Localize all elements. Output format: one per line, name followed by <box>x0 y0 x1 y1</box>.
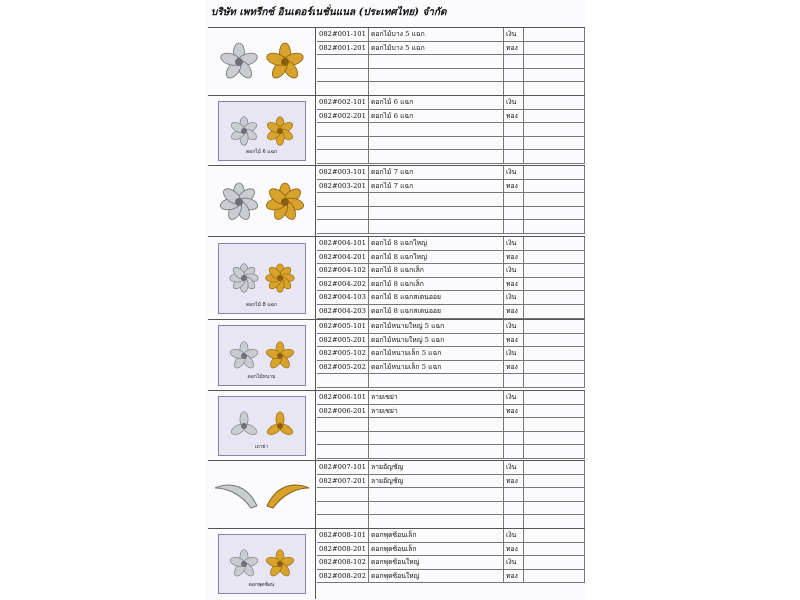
cell-code: 082#004-202 <box>317 278 369 291</box>
catalog-table <box>205 0 585 600</box>
cell-code: 082#001-101 <box>317 28 369 41</box>
leaf-vine-icon <box>265 411 295 441</box>
thorn-flower-icon <box>265 341 295 371</box>
table-row <box>317 237 585 251</box>
cell-name: ดอกพุดซ้อนใหญ่ <box>369 556 504 569</box>
cell-code: 082#005-202 <box>317 361 369 374</box>
table-row <box>317 570 585 584</box>
cell-name: ดอกไม้ 8 แฉกเล็ก <box>369 278 504 291</box>
cell-color: เงิน <box>504 529 524 542</box>
cluster-flower-icon <box>265 549 295 579</box>
curved-horn-icon <box>265 480 311 510</box>
cell-blank <box>524 432 585 445</box>
table-row <box>317 110 585 124</box>
cell-color <box>504 445 524 458</box>
table-row <box>317 193 585 207</box>
table-row <box>317 391 585 405</box>
product-photo <box>218 101 306 160</box>
product-image-cell <box>208 237 316 320</box>
table-row <box>317 251 585 265</box>
cell-code: 082#003-201 <box>317 180 369 193</box>
cell-blank <box>524 220 585 233</box>
cell-color <box>504 488 524 501</box>
thorn-flower-icon <box>229 341 259 371</box>
cell-blank <box>524 110 585 123</box>
cell-name: ดอกไม้หนามเล็ก 5 แฉก <box>369 361 504 374</box>
curved-horn-icon <box>213 480 259 510</box>
table-row <box>317 55 585 69</box>
cell-name: ดอกไม้หนามเล็ก 5 แฉก <box>369 347 504 360</box>
table-row <box>317 137 585 151</box>
five-petal-flower-icon <box>265 42 305 82</box>
cell-code <box>317 445 369 458</box>
cell-blank <box>524 28 585 41</box>
cell-blank <box>524 502 585 515</box>
cell-blank <box>524 237 585 250</box>
product-rows <box>317 320 585 388</box>
table-row <box>317 123 585 137</box>
product-image-cell <box>208 96 316 166</box>
cell-name <box>369 69 504 82</box>
cell-name: ดอกไม้หนามใหญ่ 5 แฉก <box>369 320 504 333</box>
cell-color: ทอง <box>504 570 524 583</box>
cell-color <box>504 69 524 82</box>
cell-name: ดอกไม้ 7 แฉก <box>369 166 504 179</box>
cell-blank <box>524 320 585 333</box>
cell-name <box>369 137 504 150</box>
table-row <box>317 515 585 529</box>
cell-blank <box>524 391 585 404</box>
cell-blank <box>524 488 585 501</box>
product-image-cell <box>208 166 316 237</box>
product-photo <box>218 534 306 593</box>
cell-code <box>317 123 369 136</box>
photo-caption: เถาย่า <box>254 443 269 450</box>
cell-color: เงิน <box>504 96 524 109</box>
table-row <box>317 207 585 221</box>
cell-name: ดอกไม้ 6 แฉก <box>369 110 504 123</box>
cell-code <box>317 207 369 220</box>
cell-code <box>317 137 369 150</box>
cell-name: ดอกไม้ 8 แฉกสเตนออย <box>369 291 504 304</box>
cell-code: 082#002-101 <box>317 96 369 109</box>
table-row <box>317 82 585 96</box>
cell-name <box>369 488 504 501</box>
cell-code <box>317 374 369 387</box>
product-photo <box>218 325 306 385</box>
cell-name: ดอกไม้บาง 5 แฉก <box>369 42 504 55</box>
cell-color: เงิน <box>504 347 524 360</box>
cell-name: ดอกไม้บาง 5 แฉก <box>369 28 504 41</box>
cell-color: ทอง <box>504 361 524 374</box>
cell-name <box>369 123 504 136</box>
cell-color <box>504 515 524 528</box>
cell-name: ดอกไม้หนามใหญ่ 5 แฉก <box>369 334 504 347</box>
cell-name: ดอกไม้ 7 แฉก <box>369 180 504 193</box>
table-row <box>317 28 585 42</box>
photo-caption: ดอกพุดซ้อน <box>248 581 275 588</box>
table-row <box>317 347 585 361</box>
cell-name <box>369 432 504 445</box>
cell-name: ดอกพุดซ้อนเล็ก <box>369 543 504 556</box>
cell-color: ทอง <box>504 334 524 347</box>
cell-name <box>369 207 504 220</box>
table-row <box>317 418 585 432</box>
table-row <box>317 180 585 194</box>
cell-color <box>504 82 524 95</box>
cell-blank <box>524 556 585 569</box>
product-rows <box>317 529 585 583</box>
product-rows <box>317 96 585 164</box>
product-image-cell <box>208 391 316 461</box>
cell-code <box>317 515 369 528</box>
cell-color <box>504 207 524 220</box>
table-row <box>317 320 585 334</box>
table-row <box>317 488 585 502</box>
cell-code: 082#004-101 <box>317 237 369 250</box>
cell-name: ดอกไม้ 8 แฉกเล็ก <box>369 264 504 277</box>
table-row <box>317 361 585 375</box>
product-image-cell <box>208 529 316 599</box>
eight-petal-flower-icon <box>229 263 259 293</box>
cell-color: เงิน <box>504 237 524 250</box>
cell-code: 082#006-101 <box>317 391 369 404</box>
cell-name: ดอกไม้ 8 แฉกใหญ่ <box>369 251 504 264</box>
cell-code: 082#008-202 <box>317 570 369 583</box>
cell-name <box>369 502 504 515</box>
cell-color: ทอง <box>504 405 524 418</box>
cell-color <box>504 55 524 68</box>
table-row <box>317 543 585 557</box>
cell-color <box>504 418 524 431</box>
cell-color: เงิน <box>504 391 524 404</box>
cell-blank <box>524 570 585 583</box>
cell-blank <box>524 291 585 304</box>
product-group <box>208 528 585 599</box>
cell-blank <box>524 305 585 318</box>
cell-color: เงิน <box>504 28 524 41</box>
cell-code: 082#006-201 <box>317 405 369 418</box>
table-row <box>317 278 585 292</box>
cell-name: ดอกไม้ 8 แฉกสเตนออย <box>369 305 504 318</box>
cell-blank <box>524 461 585 474</box>
cell-color: ทอง <box>504 475 524 488</box>
cell-name <box>369 193 504 206</box>
cell-code: 082#002-201 <box>317 110 369 123</box>
cell-name: ลายเซย่า <box>369 391 504 404</box>
cell-code: 082#004-102 <box>317 264 369 277</box>
cell-code: 082#005-201 <box>317 334 369 347</box>
product-image-cell <box>208 461 316 529</box>
table-row <box>317 374 585 388</box>
table-row <box>317 150 585 164</box>
cell-name <box>369 150 504 163</box>
cell-name <box>369 82 504 95</box>
cell-code <box>317 220 369 233</box>
cell-blank <box>524 69 585 82</box>
cell-code: 082#005-101 <box>317 320 369 333</box>
cell-blank <box>524 334 585 347</box>
table-row <box>317 42 585 56</box>
table-row <box>317 166 585 180</box>
table-row <box>317 334 585 348</box>
cell-code <box>317 193 369 206</box>
cell-code <box>317 55 369 68</box>
cell-name: ดอกพุดซ้อนเล็ก <box>369 529 504 542</box>
seven-petal-flower-icon <box>265 182 305 222</box>
table-row <box>317 475 585 489</box>
cell-code: 082#004-203 <box>317 305 369 318</box>
table-row <box>317 96 585 110</box>
cell-code: 082#008-102 <box>317 556 369 569</box>
table-row <box>317 305 585 319</box>
product-group <box>208 319 585 391</box>
table-row <box>317 69 585 83</box>
cell-name <box>369 55 504 68</box>
cell-blank <box>524 475 585 488</box>
cell-color <box>504 502 524 515</box>
product-photo <box>218 243 306 313</box>
cell-blank <box>524 251 585 264</box>
cell-blank <box>524 347 585 360</box>
cell-code: 082#004-201 <box>317 251 369 264</box>
five-petal-flower-icon <box>219 42 259 82</box>
cell-blank <box>524 529 585 542</box>
cell-code <box>317 82 369 95</box>
cell-blank <box>524 361 585 374</box>
product-group <box>208 95 585 166</box>
table-row <box>317 264 585 278</box>
photo-caption: ดอกไม้หนาม <box>247 373 276 380</box>
leaf-vine-icon <box>229 411 259 441</box>
catalog-sheet <box>205 0 585 600</box>
cell-code <box>317 150 369 163</box>
cell-code: 082#008-101 <box>317 529 369 542</box>
cell-blank <box>524 543 585 556</box>
cell-blank <box>524 515 585 528</box>
cell-color: เงิน <box>504 166 524 179</box>
seven-petal-flower-icon <box>219 182 259 222</box>
cell-blank <box>524 278 585 291</box>
cell-color <box>504 374 524 387</box>
cluster-flower-icon <box>229 549 259 579</box>
product-rows <box>317 237 585 319</box>
table-row <box>317 445 585 459</box>
cell-color: ทอง <box>504 110 524 123</box>
cell-blank <box>524 264 585 277</box>
cell-color: เงิน <box>504 291 524 304</box>
six-petal-flower-icon <box>265 116 295 146</box>
product-image-cell <box>208 320 316 391</box>
product-rows <box>317 461 585 529</box>
cell-name: ลายอัญชัญ <box>369 475 504 488</box>
cell-blank <box>524 418 585 431</box>
cell-color <box>504 150 524 163</box>
cell-color: ทอง <box>504 180 524 193</box>
cell-code <box>317 502 369 515</box>
cell-color <box>504 123 524 136</box>
table-row <box>317 556 585 570</box>
cell-color <box>504 193 524 206</box>
cell-name: ลายอัญชัญ <box>369 461 504 474</box>
cell-blank <box>524 42 585 55</box>
cell-blank <box>524 55 585 68</box>
cell-blank <box>524 137 585 150</box>
cell-color: ทอง <box>504 278 524 291</box>
product-rows <box>317 391 585 459</box>
cell-name <box>369 445 504 458</box>
cell-color <box>504 432 524 445</box>
photo-caption: ดอกไม้ 8 แฉก <box>245 301 278 308</box>
product-group <box>208 165 585 237</box>
cell-code: 082#001-201 <box>317 42 369 55</box>
cell-name: ดอกไม้ 8 แฉกใหญ่ <box>369 237 504 250</box>
product-rows <box>317 28 585 96</box>
cell-code: 082#007-101 <box>317 461 369 474</box>
table-row <box>317 432 585 446</box>
cell-code: 082#005-102 <box>317 347 369 360</box>
product-rows <box>317 166 585 234</box>
cell-code <box>317 69 369 82</box>
product-image-cell <box>208 28 316 96</box>
eight-petal-flower-icon <box>265 263 295 293</box>
cell-name <box>369 220 504 233</box>
cell-blank <box>524 180 585 193</box>
table-row <box>317 461 585 475</box>
cell-name: ดอกไม้ 6 แฉก <box>369 96 504 109</box>
cell-color <box>504 137 524 150</box>
cell-name <box>369 418 504 431</box>
cell-color: เงิน <box>504 556 524 569</box>
cell-blank <box>524 374 585 387</box>
table-row <box>317 220 585 234</box>
cell-blank <box>524 405 585 418</box>
cell-color: ทอง <box>504 42 524 55</box>
table-row <box>317 502 585 516</box>
cell-color: เงิน <box>504 461 524 474</box>
product-group <box>208 27 585 96</box>
product-group <box>208 390 585 461</box>
cell-code <box>317 488 369 501</box>
cell-name <box>369 515 504 528</box>
table-row <box>317 529 585 543</box>
cell-blank <box>524 96 585 109</box>
cell-blank <box>524 123 585 136</box>
cell-code: 082#008-201 <box>317 543 369 556</box>
photo-caption: ดอกไม้ 6 แฉก <box>245 148 278 155</box>
product-photo <box>218 396 306 455</box>
table-row <box>317 405 585 419</box>
cell-blank <box>524 166 585 179</box>
cell-code <box>317 418 369 431</box>
cell-blank <box>524 193 585 206</box>
cell-blank <box>524 207 585 220</box>
cell-color: เงิน <box>504 320 524 333</box>
cell-blank <box>524 150 585 163</box>
cell-name <box>369 374 504 387</box>
cell-blank <box>524 82 585 95</box>
cell-code: 082#004-103 <box>317 291 369 304</box>
product-group <box>208 236 585 320</box>
cell-color: ทอง <box>504 543 524 556</box>
cell-code: 082#007-201 <box>317 475 369 488</box>
cell-color: ทอง <box>504 305 524 318</box>
cell-name: ลายเซย่า <box>369 405 504 418</box>
cell-color <box>504 220 524 233</box>
cell-code: 082#003-101 <box>317 166 369 179</box>
company-title: บริษัท เพทรีกซ์ อินเดอร์เนชั่นแนล (ประเทศไทย) จำกัด <box>211 7 447 18</box>
cell-color: ทอง <box>504 251 524 264</box>
cell-code <box>317 432 369 445</box>
cell-color: เงิน <box>504 264 524 277</box>
six-petal-flower-icon <box>229 116 259 146</box>
table-row <box>317 291 585 305</box>
cell-name: ดอกพุดซ้อนใหญ่ <box>369 570 504 583</box>
cell-blank <box>524 445 585 458</box>
product-group <box>208 460 585 529</box>
